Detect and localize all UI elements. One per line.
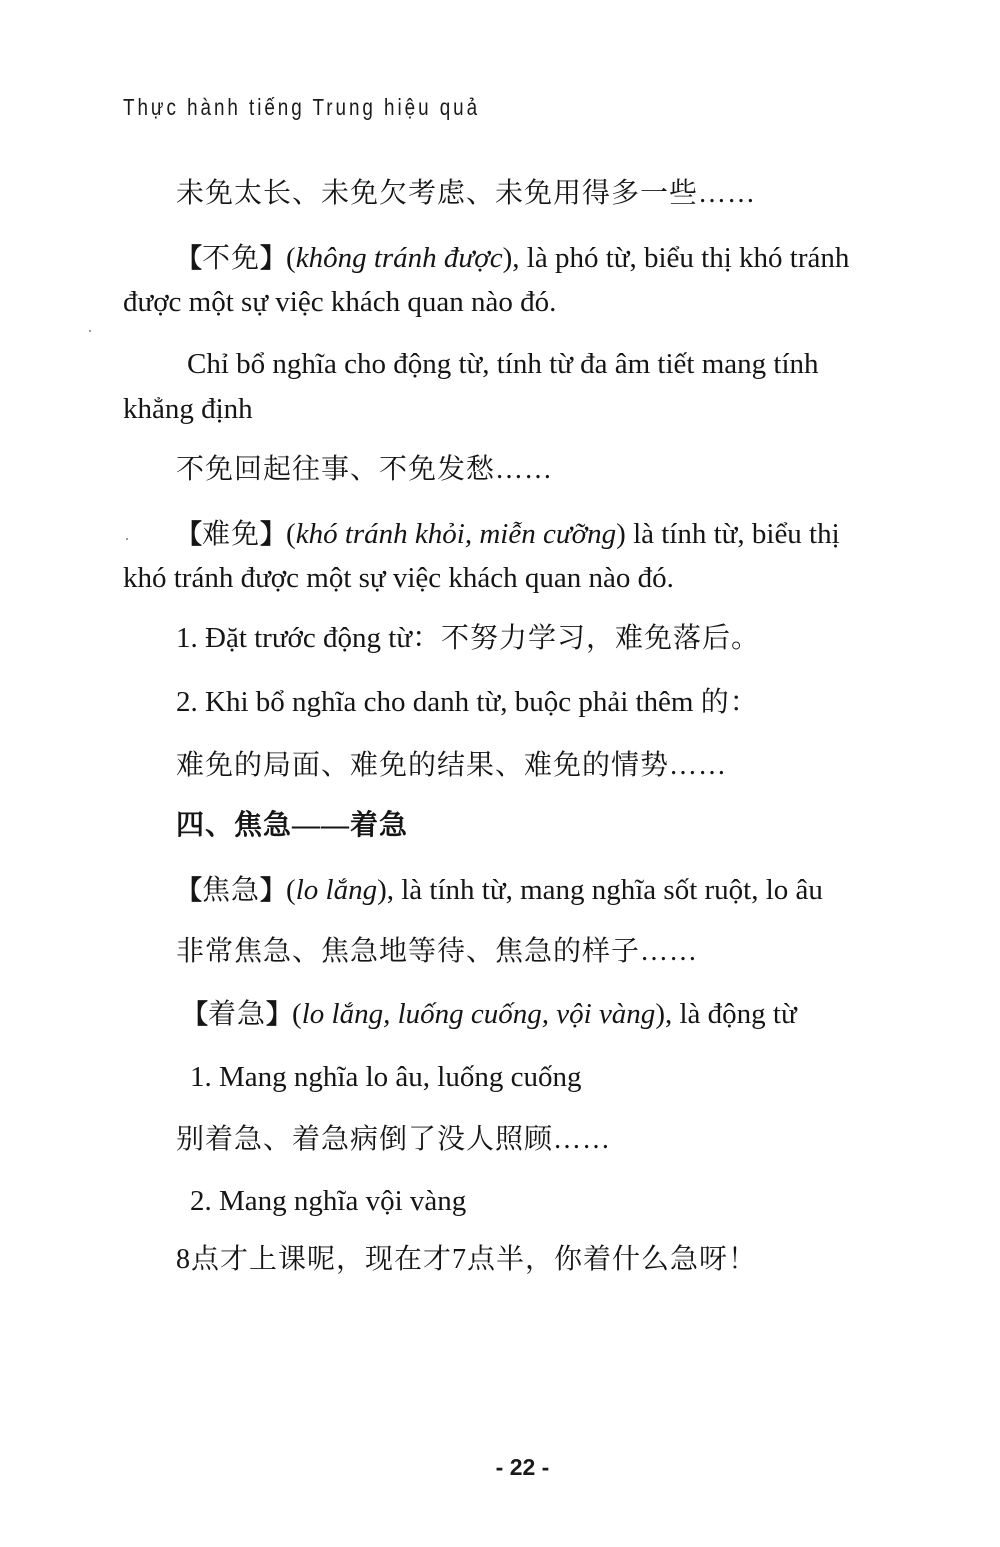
jiaoji-definition xyxy=(176,872,823,909)
item-1-label: 1. Đặt trước động từ： xyxy=(176,622,442,654)
term-nanmian: 难免 xyxy=(202,519,261,550)
section-heading: 四、焦急——着急 xyxy=(176,810,409,841)
jiaoji-examples: 非常焦急、焦急地等待、焦急的样子…… xyxy=(176,936,699,967)
page-number: - 22 - xyxy=(495,1454,550,1480)
zhaoji-desc: ), là động từ xyxy=(655,998,797,1030)
nanmian-item-1 xyxy=(176,620,760,657)
bumian-desc: ), là phó từ, biểu thị khó tránh xyxy=(502,242,850,274)
jiaoji-desc: ), là tính từ, mang nghĩa sốt ruột, lo âu xyxy=(377,874,823,906)
bumian-definition-line2: được một sự việc khách quan nào đó. xyxy=(123,286,557,318)
zhaoji-item-1-examples: 别着急、着急病倒了没人照顾…… xyxy=(176,1124,612,1155)
paren-open: ( xyxy=(286,874,296,906)
nanmian-definition-line2: khó tránh được một sự việc khách quan nào đó. xyxy=(123,562,674,594)
nanmian-definition-line1 xyxy=(176,516,840,553)
bracket-open: 【 xyxy=(176,244,203,273)
weimian-examples: 未免太长、未免欠考虑、未免用得多一些…… xyxy=(176,178,757,209)
gloss-nanmian: khó tránh khỏi, miễn cưỡng xyxy=(295,518,617,550)
item-2-label: 2. Khi bổ nghĩa cho danh từ, buộc phải thêm xyxy=(176,686,701,718)
nanmian-item-2 xyxy=(176,684,759,721)
nanmian-desc: ) là tính từ, biểu thị xyxy=(616,518,840,550)
bumian-definition-line1 xyxy=(176,240,849,277)
bumian-examples: 不免回起往事、不免发愁…… xyxy=(176,454,554,485)
bracket-close: 】 xyxy=(260,520,287,549)
gloss-jiaoji: lo lắng xyxy=(295,874,378,906)
paren-open: ( xyxy=(292,998,302,1030)
bracket-open: 【 xyxy=(176,876,203,905)
bracket-open: 【 xyxy=(176,520,203,549)
bumian-usage-line1: Chỉ bổ nghĩa cho động từ, tính từ đa âm tiết mang tính xyxy=(187,348,819,380)
zhaoji-item-2: 2. Mang nghĩa vội vàng xyxy=(190,1185,467,1217)
bracket-close: 】 xyxy=(260,876,287,905)
paren-open: ( xyxy=(286,242,296,274)
scan-speck xyxy=(89,330,91,332)
gloss-zhaoji: lo lắng, luống cuống, vội vàng xyxy=(301,998,656,1030)
paren-open: ( xyxy=(286,518,296,550)
scan-speck xyxy=(126,538,128,540)
bracket-close: 】 xyxy=(260,244,287,273)
term-jiaoji: 焦急 xyxy=(202,875,261,906)
nanmian-examples: 难免的局面、难免的结果、难免的情势…… xyxy=(176,750,728,781)
bracket-close: 】 xyxy=(266,1000,293,1029)
term-zhaoji: 着急 xyxy=(208,999,267,1030)
gloss-bumian: không tránh được xyxy=(295,242,503,274)
bumian-usage-line2: khẳng định xyxy=(123,393,253,425)
zhaoji-definition xyxy=(182,996,797,1033)
zhaoji-item-1: 1. Mang nghĩa lo âu, luống cuống xyxy=(190,1061,582,1093)
bracket-open: 【 xyxy=(182,1000,209,1029)
running-header: Thực hành tiếng Trung hiệu quả xyxy=(123,94,481,120)
zhaoji-item-2-example: 8点才上课呢，现在才7点半，你着什么急呀！ xyxy=(176,1244,758,1275)
item-1-example: 不努力学习，难免落后。 xyxy=(441,623,761,654)
term-bumian: 不免 xyxy=(202,243,261,274)
item-2-particle: 的： xyxy=(700,687,759,718)
